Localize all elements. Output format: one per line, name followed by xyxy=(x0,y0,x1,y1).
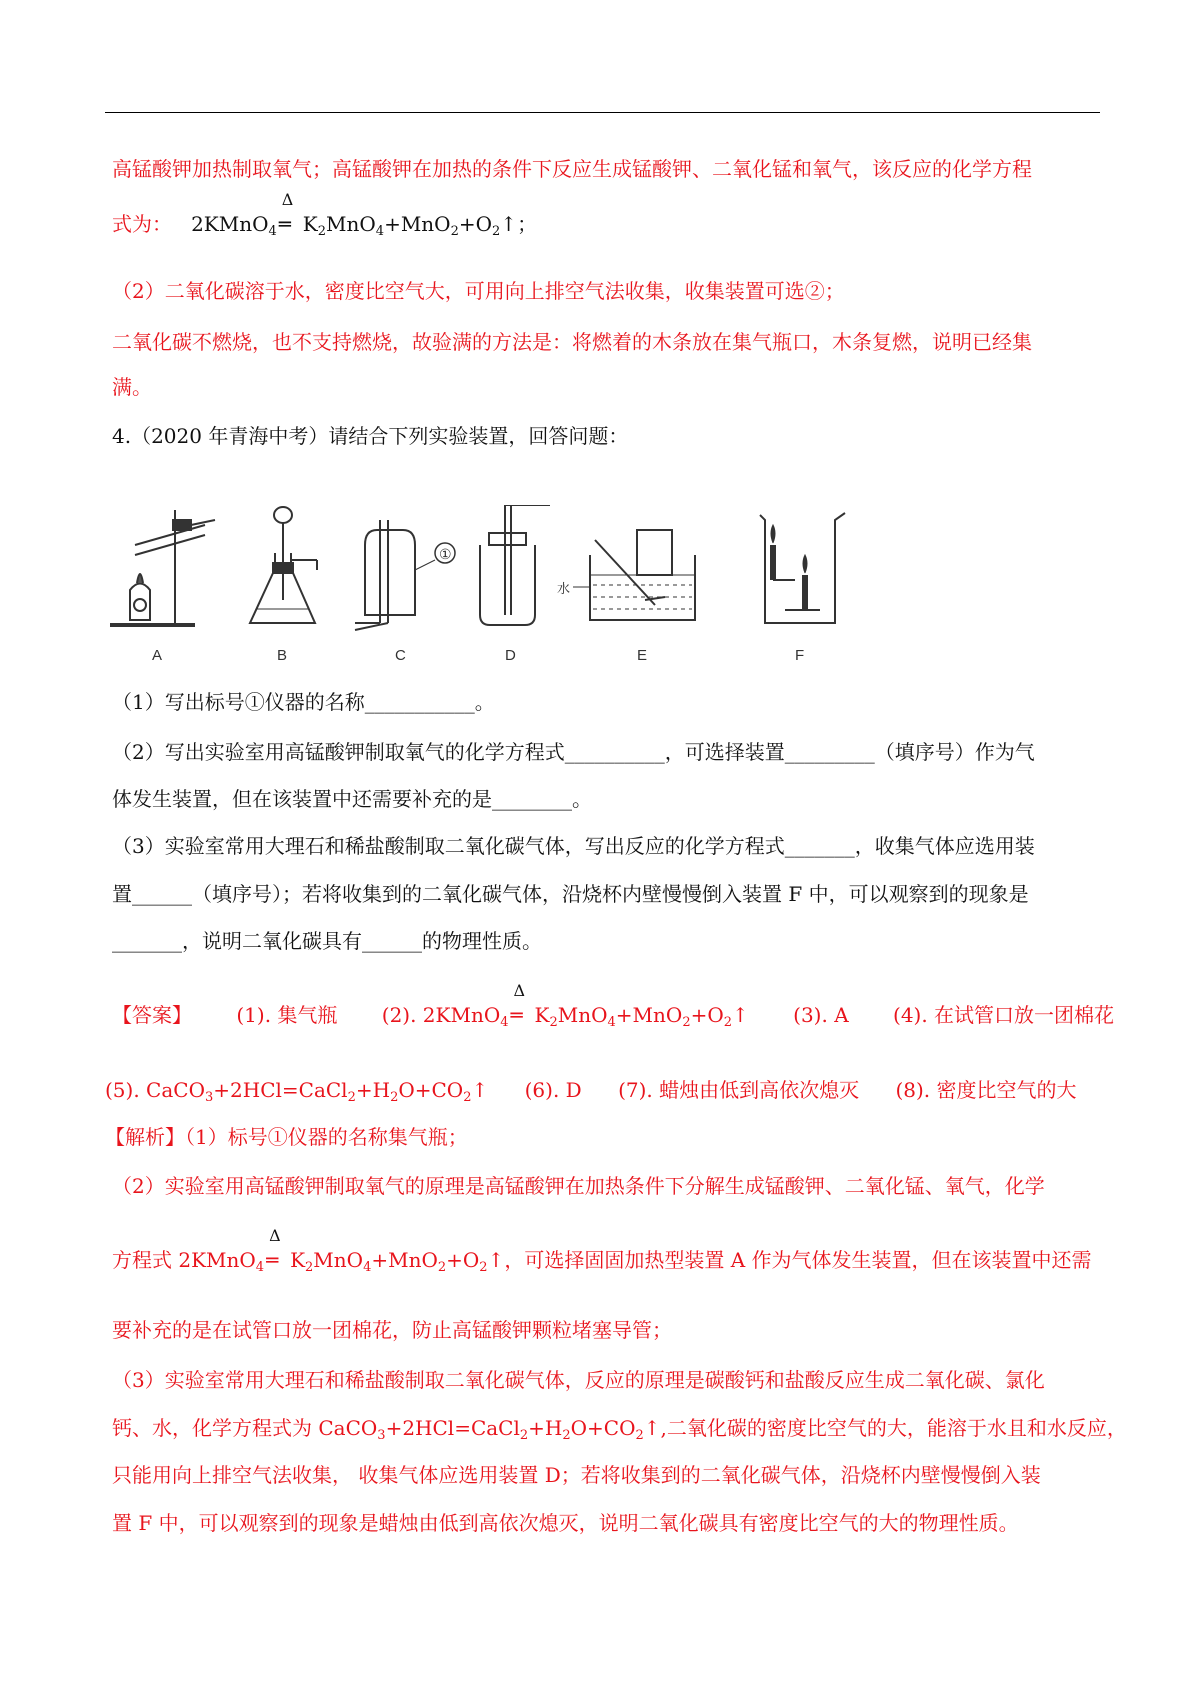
answer-line-1 xyxy=(112,981,1115,1030)
label-c: C xyxy=(395,647,406,664)
question-3b: 置______（填序号）；若将收集到的二氧化碳气体，沿烧杯内壁慢慢倒入装置 F 中，可以观察到的现象是 xyxy=(112,882,1029,906)
apparatus-a xyxy=(110,510,215,625)
answer-6: (6). D xyxy=(524,1078,582,1102)
answer-line-2 xyxy=(105,1078,1077,1105)
apparatus-d xyxy=(480,505,550,625)
analysis-line-4: 要补充的是在试管口放一团棉花，防止高锰酸钾颗粒堵塞导管； xyxy=(112,1318,672,1342)
answer-7: (7). 蜡烛由低到高依次熄灭 xyxy=(618,1078,860,1102)
answer-text-line: 满。 xyxy=(112,375,152,399)
analysis-label: 【解析】 xyxy=(105,1125,185,1149)
question-title: 4.（2020 年青海中考）请结合下列实验装置，回答问题： xyxy=(112,424,629,448)
answer-label: 【答案】 xyxy=(112,1003,192,1027)
apparatus-c xyxy=(355,520,455,630)
answer-4: (4). 在试管口放一团棉花 xyxy=(893,1003,1115,1027)
equation-line xyxy=(112,190,538,239)
question-2a: （2）写出实验室用高锰酸钾制取氧气的化学方程式__________，可选择装置_________（填序号）作为气 xyxy=(112,740,1035,764)
apparatus-b xyxy=(250,507,317,623)
question-3c: _______，说明二氧化碳具有______的物理性质。 xyxy=(112,929,542,953)
label-e: E xyxy=(637,647,648,664)
label-f: F xyxy=(795,647,805,664)
apparatus-e xyxy=(573,530,695,620)
analysis-line-1: 【解析】（1）标号①仪器的名称集气瓶； xyxy=(105,1125,468,1149)
answer-5: (5). $CaCO_3+2HCl=CaCl_2+H_2O+CO_2↑$ xyxy=(105,1078,489,1105)
question-3a: （3）实验室常用大理石和稀盐酸制取二氧化碳气体，写出反应的化学方程式_______，收集气体应选用装 xyxy=(112,834,1035,858)
question-2b: 体发生装置，但在该装置中还需要补充的是________。 xyxy=(112,787,592,811)
answer-text-line: 二氧化碳不燃烧，也不支持燃烧，故验满的方法是：将燃着的木条放在集气瓶口，木条复燃，说明已经集 xyxy=(112,330,1032,354)
answer-text-line: 高锰酸钾加热制取氧气；高锰酸钾在加热的条件下反应生成锰酸钾、二氧化锰和氧气，该反应的化学方程 xyxy=(112,157,1032,181)
answer-2: (2). 2KMnO$_4$ Δ ═ $K_2MnO_4+MnO_2+O_2↑$ xyxy=(381,981,749,1030)
question-1: （1）写出标号①仪器的名称___________。 xyxy=(112,690,495,714)
water-label: 水 xyxy=(557,581,571,596)
analysis-line-5: （3）实验室常用大理石和稀盐酸制取二氧化碳气体，反应的原理是碳酸钙和盐酸反应生成二氧化碳、氯化 xyxy=(112,1368,1045,1392)
analysis-line-2: （2）实验室用高锰酸钾制取氧气的原理是高锰酸钾在加热条件下分解生成锰酸钾、二氧化锰、氧气，化学 xyxy=(112,1174,1045,1198)
header-rule xyxy=(105,112,1100,113)
answer-text-line: （2）二氧化碳溶于水，密度比空气大，可用向上排空气法收集，收集装置可选②； xyxy=(112,279,845,303)
apparatus-f xyxy=(760,513,845,623)
equation-prefix: 式为： xyxy=(112,212,172,236)
label-b: B xyxy=(277,647,288,664)
apparatus-figure xyxy=(105,505,915,665)
heat-symbol: Δ ═ xyxy=(278,190,294,236)
analysis-line-8: 置 F 中，可以观察到的现象是蜡烛由低到高依次熄灭，说明二氧化碳具有密度比空气的大的物理性质。 xyxy=(112,1511,1019,1535)
mark-circle-one: ① xyxy=(439,546,452,562)
analysis-line-7: 只能用向上排空气法收集， 收集气体应选用装置 D；若将收集到的二氧化碳气体，沿烧杯内壁慢慢倒入装 xyxy=(112,1463,1041,1487)
label-a: A xyxy=(152,647,163,664)
answer-3: (3). A xyxy=(793,1003,849,1027)
answer-1: (1). 集气瓶 xyxy=(236,1003,338,1027)
analysis-line-3: 方程式 2KMnO$_4$ Δ ═ $K_2MnO_4+MnO_2+O_2↑$，可选择固固加热型装置 A 作为气体发生装置，但在该装置中还需 xyxy=(112,1226,1092,1275)
answer-8: (8). 密度比空气的大 xyxy=(895,1078,1077,1102)
equation-kmno4: 2KMnO$_4$ Δ ═ $K_2MnO_4+MnO_2+O_2↑$； xyxy=(191,190,538,239)
label-d: D xyxy=(505,647,516,664)
analysis-line-6: 钙、水，化学方程式为 $CaCO_3+2HCl=CaCl_2+H_2O+CO_2↑$,二氧化碳的密度比空气的大，能溶于水且和水反应， xyxy=(112,1416,1127,1443)
